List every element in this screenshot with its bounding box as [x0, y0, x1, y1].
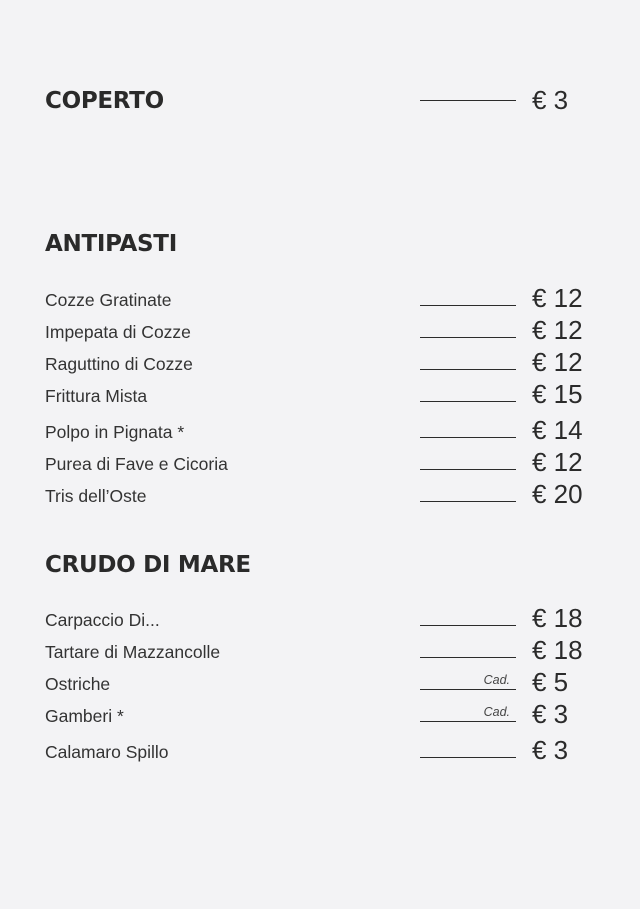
item-name: Polpo in Pignata *: [45, 422, 185, 442]
leader-line: [420, 437, 516, 438]
item-price: € 14: [532, 415, 583, 445]
item-name: Tartare di Mazzancolle: [45, 642, 221, 662]
leader-line: [420, 469, 516, 470]
item-price: € 5: [532, 667, 569, 697]
leader-line: [420, 401, 516, 402]
leader-line: [420, 689, 516, 690]
section-title-coperto: COPERTO: [45, 88, 164, 114]
leader-line: [420, 100, 516, 101]
leader-line: [420, 369, 516, 370]
item-name: Carpaccio Di...: [45, 610, 160, 630]
item-name: Cozze Gratinate: [45, 290, 172, 310]
item-price: € 12: [532, 283, 583, 313]
menu-item: [0, 735, 640, 773]
item-price: € 3: [532, 735, 569, 765]
item-price: € 20: [532, 479, 583, 509]
item-name: Gamberi *: [45, 706, 124, 726]
leader-line: [420, 305, 516, 306]
coperto-price: € 3: [532, 85, 569, 115]
item-name: Calamaro Spillo: [45, 742, 169, 762]
item-price: € 12: [532, 447, 583, 477]
item-price: € 12: [532, 315, 583, 345]
menu-item: [0, 379, 640, 417]
item-price: € 12: [532, 347, 583, 377]
leader-line: [420, 337, 516, 338]
item-name: Purea di Fave e Cicoria: [45, 454, 228, 474]
coperto-row: [0, 85, 640, 122]
item-price: € 3: [532, 699, 569, 729]
menu-item: [0, 699, 640, 737]
leader-line: [420, 625, 516, 626]
item-name: Frittura Mista: [45, 386, 148, 406]
leader-line: [420, 657, 516, 658]
item-name: Impepata di Cozze: [45, 322, 191, 342]
item-price: € 18: [532, 603, 583, 633]
item-price: € 15: [532, 379, 583, 409]
each-note: Cad.: [483, 705, 510, 719]
leader-line: [420, 757, 516, 758]
leader-line: [420, 501, 516, 502]
section-title-antipasti: ANTIPASTI: [45, 231, 177, 257]
item-name: Ostriche: [45, 674, 111, 694]
leader-line: [420, 721, 516, 722]
item-price: € 18: [532, 635, 583, 665]
section-title-crudo: CRUDO DI MARE: [45, 552, 251, 578]
menu-item: [0, 479, 640, 517]
item-name: Tris dell’Oste: [45, 486, 147, 506]
each-note: Cad.: [483, 673, 510, 687]
item-name: Raguttino di Cozze: [45, 354, 193, 374]
